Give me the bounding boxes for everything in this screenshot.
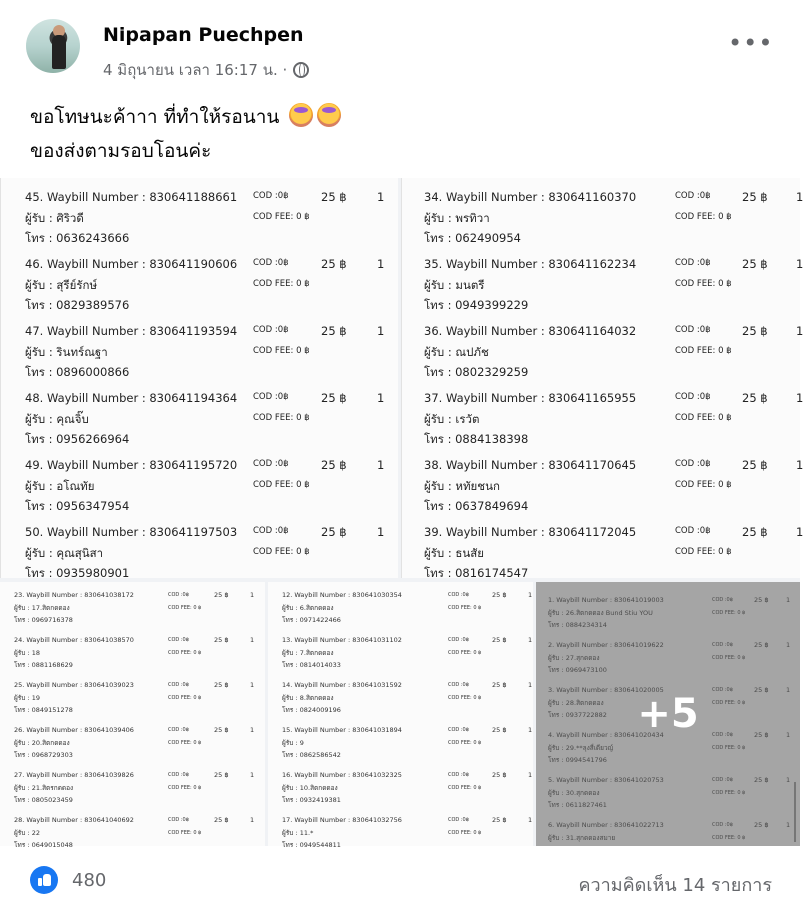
quantity: 1 (786, 821, 791, 829)
cod-fee: COD FEE: 0 ฿ (168, 695, 202, 701)
price: 25 ฿ (754, 596, 769, 604)
receiver-phone: โทร : 062490954 (424, 231, 521, 245)
receiver-phone: โทร : 0805023459 (14, 796, 73, 804)
cod-value: COD :0฿ (253, 526, 289, 536)
like-count[interactable]: 480 (72, 870, 107, 891)
cod-fee: COD FEE: 0 ฿ (253, 279, 310, 289)
receiver-name: ผู้รับ : 31.สุกดดองสมาย (548, 834, 616, 842)
cod-fee: COD FEE: 0 ฿ (448, 785, 482, 791)
receiver-phone: โทร : 0849151278 (14, 706, 73, 714)
more-photos-count: +5 (637, 691, 699, 737)
price: 25 ฿ (742, 391, 768, 405)
receiver-phone: โทร : 0896000866 (25, 365, 130, 379)
receiver-name: ผู้รับ : 10.สิตกดดอง (282, 784, 338, 792)
quantity: 1 (786, 596, 791, 604)
receiver-name: ผู้รับ : 28.สิตกดดอง (548, 699, 604, 707)
receiver-name: ผู้รับ : ศิริวดี (25, 211, 84, 225)
waybill-number: 50. Waybill Number : 830641197503 (25, 525, 238, 539)
more-options-icon[interactable]: ••• (728, 29, 774, 57)
price: 25 ฿ (321, 525, 347, 539)
waybill-entry (424, 391, 803, 458)
cod-value: COD :0฿ (675, 526, 711, 536)
receiver-name: ผู้รับ : เรวัต (424, 412, 480, 426)
price: 25 ฿ (492, 771, 507, 779)
photo-grid (0, 178, 803, 849)
receiver-name: ผู้รับ : อโณทัย (25, 479, 95, 493)
waybill-entry (282, 591, 532, 636)
cod-value: COD :0฿ (168, 637, 189, 643)
waybill-entry (14, 771, 264, 816)
waybill-number: 39. Waybill Number : 830641172045 (424, 525, 637, 539)
quantity: 1 (796, 391, 803, 405)
waybill-number: 49. Waybill Number : 830641195720 (25, 458, 238, 472)
waybill-number: 17. Waybill Number : 830641032756 (282, 816, 402, 824)
price: 25 ฿ (754, 731, 769, 739)
price: 25 ฿ (742, 190, 768, 204)
waybill-entry (14, 591, 264, 636)
quantity: 1 (377, 324, 385, 338)
price: 25 ฿ (754, 686, 769, 694)
receiver-name: ผู้รับ : 9 (282, 739, 304, 747)
receiver-phone: โทร : 0829389576 (25, 298, 130, 312)
cod-fee: COD FEE: 0 ฿ (253, 346, 310, 356)
quantity: 1 (250, 816, 255, 824)
cod-fee: COD FEE: 0 ฿ (675, 346, 732, 356)
receiver-phone: โทร : 0824009196 (282, 706, 341, 714)
cod-fee: COD FEE: 0 ฿ (168, 830, 202, 836)
receiver-name: ผู้รับ : 22 (14, 829, 41, 837)
avatar[interactable] (26, 19, 80, 73)
cod-value: COD :0฿ (253, 258, 289, 268)
receiver-name: ผู้รับ : 21.สิตรกดดอง (14, 784, 74, 792)
price: 25 ฿ (492, 726, 507, 734)
dizzy-face-emoji-icon (289, 103, 313, 127)
waybill-number: 28. Waybill Number : 830641040692 (14, 816, 134, 824)
price: 25 ฿ (214, 636, 229, 644)
avatar-figure (52, 35, 66, 69)
waybill-number: 46. Waybill Number : 830641190606 (25, 257, 238, 271)
price: 25 ฿ (321, 257, 347, 271)
waybill-entry (25, 257, 395, 324)
cod-value: COD :0฿ (675, 191, 711, 201)
waybill-entry (25, 190, 395, 257)
waybill-number: 15. Waybill Number : 830641031894 (282, 726, 402, 734)
post-timestamp[interactable]: 4 มิถุนายน เวลา 16:17 น. · (103, 61, 288, 79)
quantity: 1 (796, 257, 803, 271)
receiver-phone: โทร : 0814014033 (282, 661, 341, 669)
quantity: 1 (250, 726, 255, 734)
quantity: 1 (528, 816, 533, 824)
cod-value: COD :0฿ (712, 687, 733, 693)
receiver-phone: โทร : 0884138398 (424, 432, 529, 446)
receiver-phone: โทร : 0968729303 (14, 751, 73, 759)
quantity: 1 (796, 324, 803, 338)
price: 25 ฿ (754, 821, 769, 829)
cod-fee: COD FEE: 0 ฿ (168, 740, 202, 746)
cod-fee: COD FEE: 0 ฿ (712, 610, 746, 616)
photo-2[interactable] (401, 178, 803, 580)
waybill-entry (25, 458, 395, 525)
cod-value: COD :0฿ (168, 817, 189, 823)
cod-value: COD :0฿ (168, 727, 189, 733)
price: 25 ฿ (214, 681, 229, 689)
waybill-number: 26. Waybill Number : 830641039406 (14, 726, 134, 734)
receiver-name: ผู้รับ : สุรีย์รักษ์ (25, 278, 98, 292)
quantity: 1 (250, 681, 255, 689)
photo-1[interactable] (0, 178, 398, 578)
waybill-number: 12. Waybill Number : 830641030354 (282, 591, 402, 599)
receiver-phone: โทร : 0956347954 (25, 499, 130, 513)
quantity: 1 (250, 591, 255, 599)
waybill-number: 14. Waybill Number : 830641031592 (282, 681, 402, 689)
cod-value: COD :0฿ (448, 637, 469, 643)
cod-fee: COD FEE: 0 ฿ (712, 835, 746, 841)
post-header (0, 0, 800, 92)
cod-fee: COD FEE: 0 ฿ (253, 212, 310, 222)
waybill-entry (282, 726, 532, 771)
cod-value: COD :0฿ (712, 642, 733, 648)
cod-fee: COD FEE: 0 ฿ (675, 212, 732, 222)
cod-value: COD :0฿ (448, 817, 469, 823)
quantity: 1 (528, 636, 533, 644)
waybill-entry (25, 391, 395, 458)
cod-fee: COD FEE: 0 ฿ (675, 413, 732, 423)
cod-fee: COD FEE: 0 ฿ (448, 695, 482, 701)
price: 25 ฿ (321, 324, 347, 338)
cod-fee: COD FEE: 0 ฿ (168, 605, 202, 611)
waybill-number: 27. Waybill Number : 830641039826 (14, 771, 134, 779)
receiver-name: ผู้รับ : พรทิวา (424, 211, 490, 225)
quantity: 1 (250, 771, 255, 779)
quantity: 1 (528, 591, 533, 599)
cod-fee: COD FEE: 0 ฿ (675, 547, 732, 557)
receiver-name: ผู้รับ : 8.สิตกดดอง (282, 694, 334, 702)
price: 25 ฿ (492, 816, 507, 824)
cod-value: COD :0฿ (712, 822, 733, 828)
author-name[interactable]: Nipapan Puechpen (103, 24, 304, 46)
dizzy-face-emoji-icon (317, 103, 341, 127)
waybill-number: 24. Waybill Number : 830641038570 (14, 636, 134, 644)
price: 25 ฿ (321, 458, 347, 472)
price: 25 ฿ (214, 771, 229, 779)
waybill-number: 13. Waybill Number : 830641031102 (282, 636, 402, 644)
receiver-phone: โทร : 0649015048 (14, 841, 73, 849)
receiver-name: ผู้รับ : คุณสุนิสา (25, 546, 104, 560)
receiver-phone: โทร : 0949544811 (282, 841, 341, 849)
receiver-phone: โทร : 0935980901 (25, 566, 130, 580)
price: 25 ฿ (742, 458, 768, 472)
receiver-phone: โทร : 0881168629 (14, 661, 73, 669)
cod-fee: COD FEE: 0 ฿ (448, 740, 482, 746)
waybill-number: 35. Waybill Number : 830641162234 (424, 257, 637, 271)
post-text-line-2: ของส่งตามรอบโอนค่ะ (30, 140, 212, 162)
receiver-phone: โทร : 0862586542 (282, 751, 341, 759)
cod-value: COD :0฿ (168, 772, 189, 778)
receiver-phone: โทร : 0611827461 (548, 801, 607, 809)
receiver-phone: โทร : 0969716378 (14, 616, 73, 624)
waybill-number: 48. Waybill Number : 830641194364 (25, 391, 238, 405)
cod-value: COD :0฿ (253, 191, 289, 201)
cod-fee: COD FEE: 0 ฿ (712, 700, 746, 706)
cod-fee: COD FEE: 0 ฿ (253, 547, 310, 557)
receiver-phone: โทร : 0802329259 (424, 365, 529, 379)
receiver-name: ผู้รับ : 11.* (282, 829, 314, 837)
price: 25 ฿ (492, 636, 507, 644)
globe-icon[interactable] (293, 62, 309, 78)
post-text (30, 100, 770, 168)
photo-5-more[interactable] (536, 582, 800, 846)
price: 25 ฿ (214, 726, 229, 734)
quantity: 1 (377, 391, 385, 405)
comment-count[interactable]: ความคิดเห็น 14 รายการ (578, 875, 772, 896)
quantity: 1 (786, 641, 791, 649)
receiver-name: ผู้รับ : หทัยชนก (424, 479, 500, 493)
cod-fee: COD FEE: 0 ฿ (712, 745, 746, 751)
receiver-name: ผู้รับ : รินทร์ณฐา (25, 345, 108, 359)
receiver-name: ผู้รับ : ณปภัช (424, 345, 489, 359)
waybill-number: 1. Waybill Number : 830641019003 (548, 596, 664, 604)
waybill-number: 38. Waybill Number : 830641170645 (424, 458, 637, 472)
cod-fee: COD FEE: 0 ฿ (168, 785, 202, 791)
cod-value: COD :0฿ (168, 682, 189, 688)
waybill-number: 5. Waybill Number : 830641020753 (548, 776, 664, 784)
receiver-name: ผู้รับ : 29.**ลุงสี่เดียวญ์ (548, 744, 614, 752)
quantity: 1 (377, 257, 385, 271)
cod-fee: COD FEE: 0 ฿ (448, 605, 482, 611)
waybill-entry (14, 681, 264, 726)
receiver-phone: โทร : 0971422466 (282, 616, 341, 624)
quantity: 1 (528, 681, 533, 689)
waybill-entry (282, 681, 532, 726)
price: 25 ฿ (214, 816, 229, 824)
receiver-name: ผู้รับ : 30.สุกดดอง (548, 789, 600, 797)
waybill-entry (424, 324, 803, 391)
price: 25 ฿ (492, 681, 507, 689)
price: 25 ฿ (492, 591, 507, 599)
cod-value: COD :0฿ (675, 325, 711, 335)
quantity: 1 (796, 190, 803, 204)
waybill-number: 3. Waybill Number : 830641020005 (548, 686, 664, 694)
receiver-phone: โทร : 0937722882 (548, 711, 607, 719)
cod-value: COD :0฿ (675, 258, 711, 268)
receiver-name: ผู้รับ : คุณจิ๊บ (25, 412, 89, 426)
post-meta (103, 58, 309, 82)
receiver-name: ผู้รับ : ธนสัย (424, 546, 485, 560)
receiver-name: ผู้รับ : 26.สิตกดดอง Bund Stiu YOU (548, 609, 653, 617)
waybill-number: 36. Waybill Number : 830641164032 (424, 324, 637, 338)
quantity: 1 (786, 776, 791, 784)
cod-value: COD :0฿ (168, 592, 189, 598)
waybill-entry (14, 636, 264, 681)
price: 25 ฿ (742, 525, 768, 539)
cod-fee: COD FEE: 0 ฿ (448, 650, 482, 656)
quantity: 1 (250, 636, 255, 644)
photo-4[interactable] (268, 582, 533, 849)
receiver-phone: โทร : 0994541796 (548, 756, 607, 764)
cod-fee: COD FEE: 0 ฿ (712, 655, 746, 661)
price: 25 ฿ (754, 776, 769, 784)
price: 25 ฿ (742, 324, 768, 338)
cod-fee: COD FEE: 0 ฿ (253, 480, 310, 490)
cod-value: COD :0฿ (712, 597, 733, 603)
receiver-phone: โทร : 0969473100 (548, 666, 607, 674)
cod-fee: COD FEE: 0 ฿ (253, 413, 310, 423)
cod-value: COD :0฿ (253, 459, 289, 469)
cod-value: COD :0฿ (253, 392, 289, 402)
receiver-phone: โทร : 0949399229 (424, 298, 529, 312)
receiver-name: ผู้รับ : 7.สิตกดดอง (282, 649, 334, 657)
receiver-name: ผู้รับ : มนตรี (424, 278, 485, 292)
quantity: 1 (786, 686, 791, 694)
cod-fee: COD FEE: 0 ฿ (168, 650, 202, 656)
waybill-entry (282, 771, 532, 816)
waybill-number: 34. Waybill Number : 830641160370 (424, 190, 637, 204)
quantity: 1 (796, 525, 803, 539)
waybill-number: 16. Waybill Number : 830641032325 (282, 771, 402, 779)
price: 25 ฿ (742, 257, 768, 271)
price: 25 ฿ (321, 391, 347, 405)
post-footer (0, 846, 800, 913)
receiver-name: ผู้รับ : 19 (14, 694, 41, 702)
waybill-entry (25, 324, 395, 391)
cod-value: COD :0฿ (712, 732, 733, 738)
cod-fee: COD FEE: 0 ฿ (448, 830, 482, 836)
quantity: 1 (377, 458, 385, 472)
receiver-phone: โทร : 0956266964 (25, 432, 130, 446)
waybill-number: 6. Waybill Number : 830641022713 (548, 821, 664, 829)
like-icon[interactable] (30, 866, 58, 894)
receiver-name: ผู้รับ : 20.สิตกดดอง (14, 739, 70, 747)
waybill-entry (424, 257, 803, 324)
receiver-phone: โทร : 0636243666 (25, 231, 130, 245)
receiver-phone: โทร : 0816174547 (424, 566, 529, 580)
waybill-number: 37. Waybill Number : 830641165955 (424, 391, 637, 405)
waybill-number: 47. Waybill Number : 830641193594 (25, 324, 238, 338)
waybill-entry (282, 636, 532, 681)
waybill-number: 25. Waybill Number : 830641039023 (14, 681, 134, 689)
cod-value: COD :0฿ (253, 325, 289, 335)
waybill-entry (424, 190, 803, 257)
cod-value: COD :0฿ (675, 459, 711, 469)
waybill-entry (424, 458, 803, 525)
waybill-number: 45. Waybill Number : 830641188661 (25, 190, 238, 204)
quantity: 1 (528, 726, 533, 734)
post-text-line-1: ขอโทษนะค้าาา ที่ทำให้รอนาน (30, 100, 770, 134)
cod-fee: COD FEE: 0 ฿ (675, 279, 732, 289)
cod-value: COD :0฿ (712, 777, 733, 783)
waybill-number: 4. Waybill Number : 830641020434 (548, 731, 664, 739)
receiver-name: ผู้รับ : 18 (14, 649, 41, 657)
cod-value: COD :0฿ (675, 392, 711, 402)
cod-fee: COD FEE: 0 ฿ (675, 480, 732, 490)
photo-3[interactable] (0, 582, 265, 849)
quantity: 1 (377, 525, 385, 539)
price: 25 ฿ (321, 190, 347, 204)
waybill-entry (14, 726, 264, 771)
waybill-number: 23. Waybill Number : 830641038172 (14, 591, 134, 599)
receiver-name: ผู้รับ : 17.สิตกดดอง (14, 604, 70, 612)
cod-value: COD :0฿ (448, 727, 469, 733)
cod-value: COD :0฿ (448, 682, 469, 688)
quantity: 1 (528, 771, 533, 779)
receiver-phone: โทร : 0932419381 (282, 796, 341, 804)
price: 25 ฿ (214, 591, 229, 599)
receiver-phone: โทร : 0637849694 (424, 499, 529, 513)
cod-value: COD :0฿ (448, 772, 469, 778)
price: 25 ฿ (754, 641, 769, 649)
quantity: 1 (796, 458, 803, 472)
cod-value: COD :0฿ (448, 592, 469, 598)
quantity: 1 (377, 190, 385, 204)
receiver-name: ผู้รับ : 27.สุกดดอง (548, 654, 600, 662)
receiver-name: ผู้รับ : 6.สิตกดดอง (282, 604, 334, 612)
waybill-number: 2. Waybill Number : 830641019622 (548, 641, 664, 649)
quantity: 1 (786, 731, 791, 739)
cod-fee: COD FEE: 0 ฿ (712, 790, 746, 796)
receiver-phone: โทร : 0884234314 (548, 621, 607, 629)
